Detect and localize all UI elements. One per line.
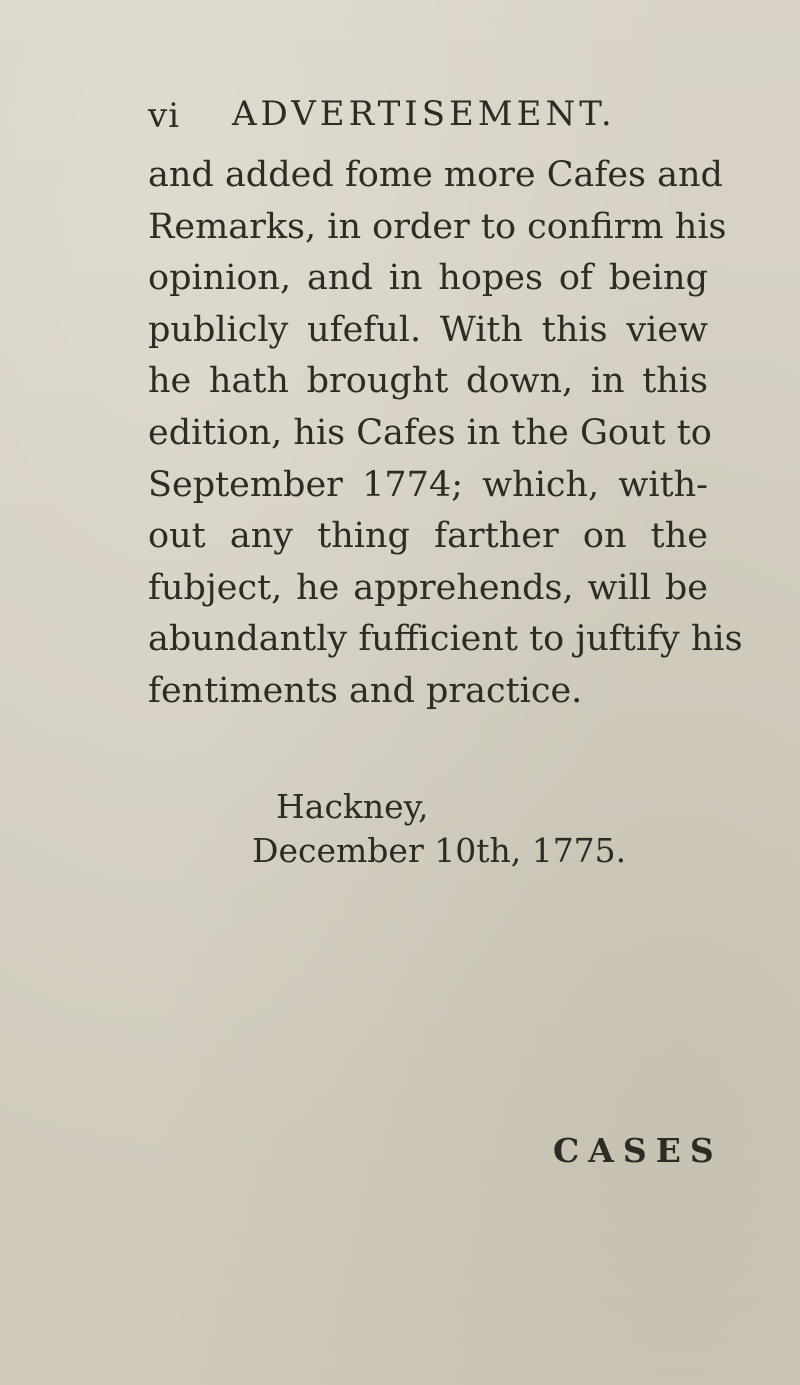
text-line: publicly ufeful. With this view [148, 309, 708, 350]
signoff [252, 785, 627, 873]
text-line: September 1774; which, with- [148, 464, 708, 505]
text-line: abundantly fufficient to juftify his [148, 619, 743, 660]
signoff-date: December 10th, 1775. [252, 831, 627, 870]
text-line: edition, his Cafes in the Gout to [148, 412, 712, 453]
text-line: fubject, he apprehends, will be [148, 567, 708, 608]
text-line: Remarks, in order to confirm his [148, 206, 727, 247]
text-line: and added fome more Cafes and [148, 155, 723, 195]
page-title: ADVERTISEMENT. [232, 94, 616, 134]
page-number: vi [148, 96, 181, 136]
catchword: CASES [553, 1131, 723, 1170]
text-line-last: fentiments and practice. [148, 670, 583, 711]
signoff-place: Hackney, [276, 787, 429, 826]
text-line: he hath brought down, in this [148, 361, 708, 402]
advertisement-text [148, 150, 743, 718]
text-line: opinion, and in hopes of being [148, 258, 708, 299]
text-line: out any thing farther on the [148, 516, 708, 557]
running-head [148, 96, 738, 140]
